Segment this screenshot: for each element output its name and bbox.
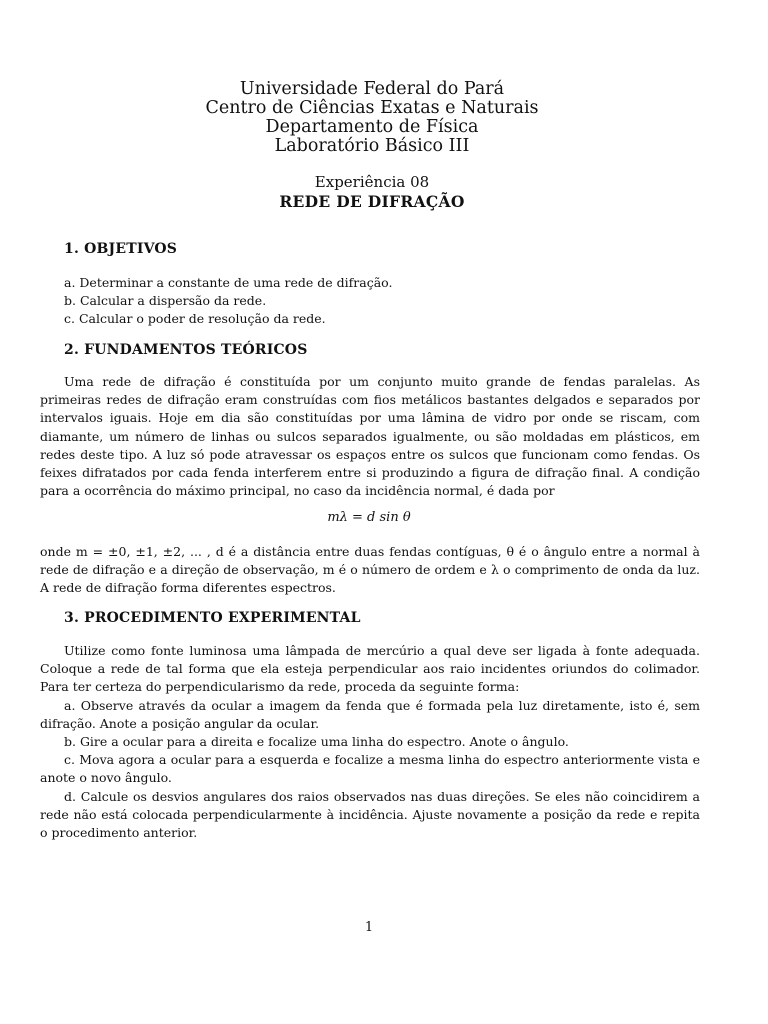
procedure-step: c. Mova agora a ocular para a esquerda e focalize a mesma linha do espectro anteriormente vista e anote o novo ângulo. [40,752,700,786]
section-3-title: 3. PROCEDIMENTO EXPERIMENTAL [64,610,361,626]
experiment-title: REDE DE DIFRAÇÃO [279,192,465,211]
department-name: Departamento de Física [265,117,479,137]
objective-item: b. Calcular a dispersão da rede. [64,293,267,308]
procedure-intro: Utilize como fonte luminosa uma lâmpada de mercúrio a qual deve ser ligada à fonte adequada. Coloque a rede de tal forma que ela esteja perpendicular aos raio incidentes oriundos do colimador. Para ter certeza do perpendicularismo da rede, proceda da seguinte forma: [40,643,700,695]
lab-name: Laboratório Básico III [274,136,470,156]
section-1-title: 1. OBJETIVOS [64,241,178,257]
equation-explanation-text: onde m = ±0, ±1, ±2, ... , d é a distância entre duas fendas contíguas, θ é o ângulo entre a normal à rede de difração e a direção de observação, m é o número de ordem e λ o comprimento de onda da luz. A rede de difração forma diferentes espectros. [40,544,700,596]
center-name: Centro de Ciências Exatas e Naturais [205,98,539,118]
procedure-step: b. Gire a ocular para a direita e focalize uma linha do espectro. Anote o ângulo. [64,734,569,750]
objective-item: c. Calcular o poder de resolução da rede. [64,311,326,326]
procedure-text [40,642,700,842]
equation-explanation [40,543,700,598]
objective-item: a. Determinar a constante de uma rede de difração. [64,275,393,290]
experiment-heading [0,172,744,212]
procedure-step: d. Calcule os desvios angulares dos raios observados nas duas direções. Se eles não coincidirem a rede não está colocada perpendicularmente à incidência. Ajuste novamente a posição da rede e repita o procedimento anterior. [40,788,700,841]
theory-paragraph [40,373,700,500]
university-name: Universidade Federal do Pará [239,79,505,99]
institution-header [0,80,744,156]
section-2-title: 2. FUNDAMENTOS TEÓRICOS [64,342,308,358]
experiment-number: Experiência 08 [314,173,430,191]
diffraction-equation: mλ = d sin θ [327,510,411,525]
theory-text: Uma rede de difração é constituída por um conjunto muito grande de fendas paralelas. As primeiras redes de difração eram construídas com fios metálicos bastantes delgados e separados por intervalos iguais. Hoje em dia são constituídas por uma lâmina de vidro por onde se riscam, com diamante, um número de linhas ou sulcos separados igualmente, ou são moldadas em plásticos, em redes deste tipo. A luz só pode atravessar os espaços entre os sulcos que funcionam como fendas. Os feixes difratados por cada fenda interferem entre si produzindo a figura de difração final. A condição para a ocorrência do máximo principal, no caso da incidência normal, é dada por [40,374,700,499]
page-number: 1 [364,920,374,935]
procedure-step: a. Observe através da ocular a imagem da fenda que é formada pela luz diretamente, isto é, sem difração. Anote a posição angular da ocular. [40,697,700,731]
objectives-list [64,274,704,328]
